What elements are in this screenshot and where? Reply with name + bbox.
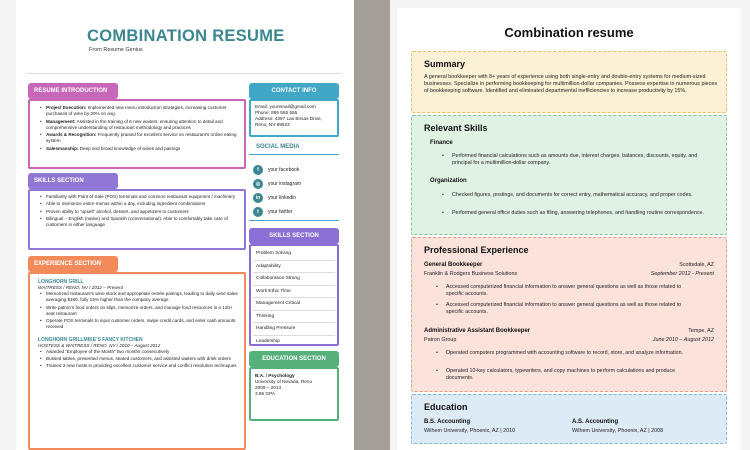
twitter-icon: t [253,207,263,217]
side-skills-box [249,244,339,346]
job-title: Administrative Assistant Bookkeeper [424,328,531,334]
page-divider [354,0,390,450]
education-heading: Education [424,402,468,412]
side-skill-item: Leadership [256,338,280,344]
job-company: Patron Group [424,337,457,343]
left-resume-title: COMBINATION RESUME [87,27,285,45]
job-dates: June 2010 – August 2012 [652,337,714,343]
skills-heading: SKILLS SECTION [28,173,118,189]
side-skill-item: Collaboration Strong [253,273,335,286]
organization-bullet: • Checked figures, postings, and documents for correct entry, mathematical accuracy, and proper codes. [436,192,718,199]
finance-bullet: • Performed financial calculations such as amounts due, interest charges, balances, discounts, equity, and principal for a multimillion-dollar company. [436,153,718,168]
organization-label: Organization [430,178,467,184]
company-name: LONGHORN GRILL [38,279,84,285]
intro-item: • Project Execution: Implemented new menu introduction strategies, increasing customer purchases of wine by 30% on avg. [38,105,240,118]
job-bullet: • Bussed tables, presented menus, seated customers, and assisted waiters with drink orders [38,356,240,362]
professional-experience-heading: Professional Experience [424,245,529,255]
relevant-skills-heading: Relevant Skills [424,123,488,133]
summary-text: A general bookkeeper with 8+ years of experience using both single-entry and double-entry systems for medium-sized businesses. Specialize in performing bookkeeping for multimillion-dollar companies. Possess expertise in numerous pieces of bookkeeping software. Identified and eliminated departmental inefficiencies to increase productivity by 15%. [424,74,718,94]
job-bullet: • Memorized restaurant’s wine stock and appropriate entrée pairings, leading to daily wine sales averaging $180, fully 15% higher than the company average [38,291,240,304]
contact-heading: CONTACT INFO [249,83,339,99]
job-bullet: • Accessed computerized financial information to answer general questions as well as those related to specific accounts. [430,284,700,299]
contact-box [249,99,339,137]
side-education-box [249,367,339,421]
side-education-heading: EDUCATION SECTION [249,351,339,367]
intro-item: • Salesmanship: Deep and broad knowledge of wines and pairings [38,146,240,152]
education-degree: A.S. Accounting [572,419,619,425]
intro-item: • Management: Assisted in the training of 6 new waiters, ensuring attention to detail and comprehensive understanding of restaurant methodology and practices [38,119,240,132]
side-skill-item: Handling Pressure [253,323,335,336]
right-resume-title: Combination resume [504,25,634,40]
left-resume-subtitle: From Resume Genius [89,47,143,53]
education-degree: B.A. / Psychology [255,373,295,378]
job-meta: HOSTESS & WAITRESS / RENO, NV / 2010 – August 2012 [38,342,161,348]
job-bullet: • Trained 3 new hosts in providing excellent customer service and conflict resolution techniques [38,363,240,369]
left-resume-page [16,0,354,450]
job-meta: WAITRESS / RENO, NV / 2012 – Present [38,285,123,290]
job-bullet: • Awarded “Employee of the Month” two months consecutively [38,349,240,355]
social-facebook[interactable]: f your facebook [253,164,299,176]
job-bullet: • Operate POS terminals to input customer orders, swipe credit cards, and enter cash amounts received [38,318,240,331]
job-company: Franklin & Rodgers Business Solutions [424,271,518,277]
skills-card [411,115,727,235]
intro-heading: RESUME INTRODUCTION [28,83,118,99]
social-rule [249,154,339,155]
organization-bullet: • Performed general office duties such as filing, answering telephones, and handling routine correspondence. [436,210,718,217]
skill-item: • Bilingual – English (native) and Spanish (conversational). Able to comfortably take care of customers in either language [38,216,240,229]
social-twitter[interactable]: t your twitter [253,206,292,218]
skill-item: • Familiarity with Point of Sale (POS) terminals and common restaurant equipment / machinery [38,194,240,200]
side-skill-item: Problem Solving [253,248,335,261]
linkedin-icon: in [253,193,263,203]
summary-heading: Summary [424,59,466,69]
finance-label: Finance [430,140,453,146]
education-degree: B.S. Accounting [424,419,471,425]
social-heading: SOCIAL MEDIA [256,144,300,150]
company-name: LONGHORN GRILLMIKE’S FANCY KITCHEN [38,336,143,343]
education-detail: Wilhem University, Phoenix, AZ | 2008 [572,428,664,434]
side-skill-item: Thinking [253,311,335,324]
facebook-icon: f [253,165,263,175]
social-linkedin[interactable]: in your linkedin [253,192,296,204]
intro-item: • Awards & Recognition: Frequently praised for excellent service on restaurant’s online eating system [38,132,240,145]
side-skill-item: Work Ethic Time [253,286,335,299]
job-bullet: • Write patron’s food orders on slips, memorize orders, and manage food resources in a 120+ seat restaurant [38,305,240,318]
education-card [411,394,727,444]
experience-box [28,272,246,450]
education-years: 2009 – 2013 [255,385,282,390]
contact-address: Address: 4397 Las Brisas Drive, Reno, NV 89523 [255,116,322,127]
side-skill-item: Management Critical [253,298,335,311]
experience-card [411,237,727,392]
summary-card [411,51,727,113]
title-divider [26,73,342,74]
intro-box [28,99,246,169]
job-bullet: • Accessed computerized financial information to answer general questions as well as those related to specific accounts. [430,302,700,317]
side-skills-heading: SKILLS SECTION [249,228,339,244]
side-skill-item: Adaptability [253,261,335,274]
skill-item: • Proven ability to “upsell” alcohol, dessert, and appetizers to customers [38,209,240,215]
job-dates: September 2012 - Present [650,271,714,277]
job-location: Tempe, AZ [688,328,714,334]
job-bullet: • Operated computers programmed with accounting software to record, store, and analyze information. [430,350,700,357]
right-resume-page [397,8,741,450]
job-location: Scottsdale, AZ [679,262,714,268]
social-instagram[interactable]: ◎ your instagram [253,178,301,190]
experience-heading: EXPERIENCE SECTION [28,256,118,272]
education-gpa: 3.95 GPA [255,391,275,396]
social-rule-bottom [249,220,339,221]
contact-phone: Phone: 895 555 555 [255,110,298,115]
education-school: University of Nevada, Reno [255,379,313,384]
contact-email: Email: youremail@gmail.com [255,104,316,109]
education-detail: Wilhem University, Phoenix, AZ | 2010 [424,428,516,434]
skills-box [28,189,246,250]
instagram-icon: ◎ [253,179,263,189]
job-bullet: • Operated 10-key calculators, typewriters, and copy machines to perform calculations and produce documents. [430,368,700,383]
job-title: General Bookkeeper [424,262,483,268]
skill-item: • Able to memorize entire menus within a day, including ingredient combinations [38,201,240,207]
